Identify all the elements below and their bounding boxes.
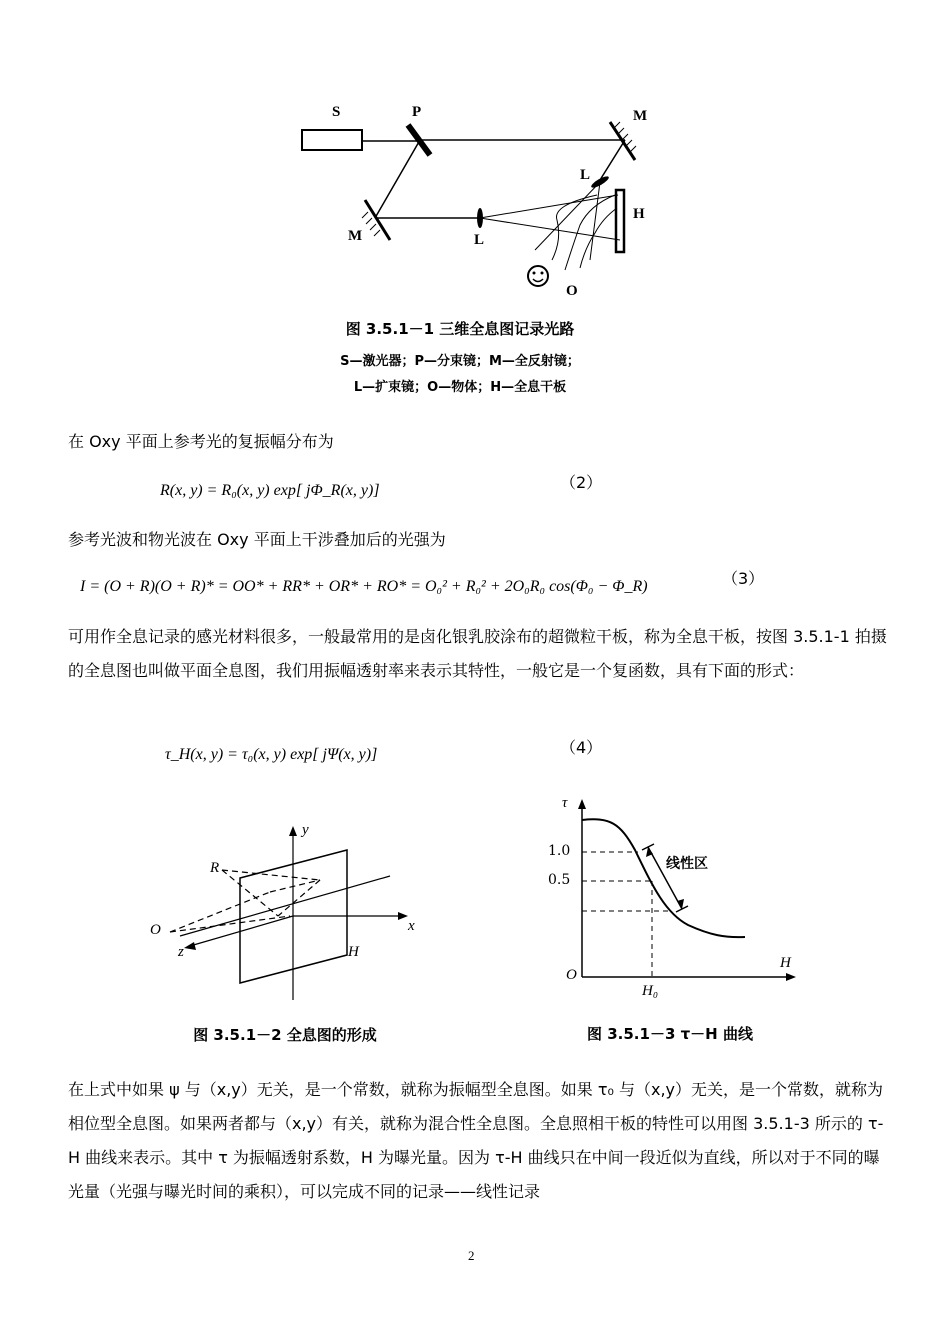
axis-label-x: x [408, 918, 415, 934]
figure-3-caption: 图 3.5.1－3 τ－H 曲线 [587, 1025, 753, 1043]
figure-1-caption-line1: S—激光器；P—分束镜；M—全反射镜； [340, 354, 580, 369]
label-M-left: M [348, 228, 363, 244]
origin-label: O [566, 967, 577, 983]
label-L-bottom: L [474, 232, 485, 248]
paragraph-materials: 可用作全息记录的感光材料很多，一般最常用的是卤化银乳胶涂布的超微粒干板，称为全息干板，按图 3.5.1-1 拍摄的全息图也叫做平面全息图，我们用振幅透射率来表示其特性，一般它是一个复函数，具有下面的形式： [68, 627, 887, 680]
axis-label-tau: τ [562, 795, 568, 811]
linear-region-label: 线性区 [666, 856, 708, 872]
label-H: H [633, 206, 645, 222]
equation-3: I = (O + R)(O + R)* = OO* + RR* + OR* + RO* = O₀² + R₀² + 2O₀R₀ cos(Φ₀ − Φ_R) [80, 578, 648, 595]
equation-4-number: （4） [560, 738, 603, 757]
equation-3-number: （3） [722, 569, 765, 588]
paragraph-reference-light: 在 Oxy 平面上参考光的复振幅分布为 [68, 432, 334, 451]
equation-2-number: （2） [560, 473, 603, 492]
page-number: 2 [468, 1248, 475, 1263]
axis-label-H: H [780, 955, 791, 971]
label-O: O [566, 283, 578, 299]
equation-4: τ_H(x, y) = τ₀(x, y) exp[ jΨ(x, y)] [165, 746, 378, 763]
tick-label-0-5: 0.5 [548, 872, 571, 888]
label-P: P [412, 104, 422, 120]
label-R: R [210, 860, 220, 876]
tau-h-curve [582, 819, 745, 937]
paragraph-hologram-types: 在上式中如果 ψ 与（x,y）无关，是一个常数，就称为振幅型全息图。如果 τ₀ 与（x,y）无关，是一个常数，就称为相位型全息图。如果两者都与（x,y）有关，就称为混合性全息图。全息照相干板的特性可以用图 3.5.1-3 所示的 τ-H 曲线来表示。其中 τ 为振幅透射系数，H 为曝光量。因为 τ-H 曲线只在中间一段近似为直线，所以对于不同的曝光量（光强与曝光时间的乘积），可以完成不同的记录——线性记录 [68, 1080, 884, 1201]
hologram-formation-diagram [150, 820, 440, 1005]
paragraph-interference: 参考光波和物光波在 Oxy 平面上干涉叠加后的光强为 [68, 530, 446, 549]
axis-label-y: y [302, 822, 309, 838]
figure-1-caption-line2: L—扩束镜；O—物体；H—全息干板 [353, 380, 567, 395]
tick-label-1-0: 1.0 [548, 843, 571, 859]
optical-path-diagram [290, 100, 660, 310]
figure-3 [540, 795, 820, 1050]
tau-h-curve-chart [540, 795, 820, 1005]
label-L-top: L [580, 167, 591, 183]
axis-label-z: z [178, 944, 184, 960]
label-M-top: M [633, 108, 648, 124]
figure-1 [290, 100, 660, 400]
label-H: H [348, 944, 359, 960]
figure-2 [150, 820, 440, 1050]
tick-label-H0: H₀ [642, 983, 659, 999]
figure-2-caption: 图 3.5.1－2 全息图的形成 [193, 1026, 377, 1044]
label-S: S [332, 104, 341, 120]
label-O: O [150, 922, 161, 938]
equation-2: R(x, y) = R₀(x, y) exp[ jΦ_R(x, y)] [160, 482, 380, 499]
figure-1-caption-title: 图 3.5.1－1 三维全息图记录光路 [345, 320, 575, 338]
